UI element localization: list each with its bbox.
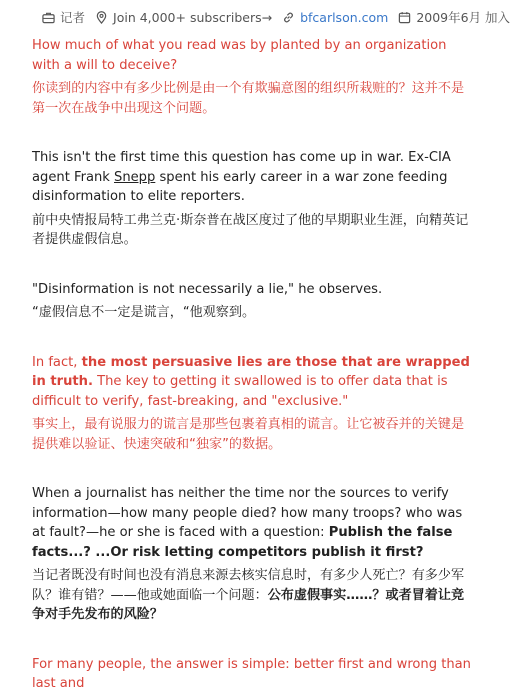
bold-segment: the most persuasive lies are those that are wrapped in truth.: [32, 354, 470, 389]
text-segment: In fact,: [32, 354, 82, 370]
text-segment: 当记者既没有时间也没有消息来源去核实信息时，有多少人死亡？有多少军队？谁有错？——他或她面临一个问题：: [32, 568, 465, 603]
join-date-text: 2009年6月 加入: [416, 10, 510, 25]
text-segment: The key to getting it swallowed is to offer data that is difficult to verify, fast-breaking, and "exclusive.": [32, 374, 448, 409]
paragraph-block-3: [32, 280, 474, 323]
text-segment: This isn't the first time this question has come up in war. Ex-CIA agent Frank: [32, 150, 451, 185]
bold-segment: 公布虚假事实……？或者冒着让竞争对手先发布的风险？: [32, 587, 465, 622]
paragraph-english: "Disinformation is not necessarily a lie," he observes.: [32, 281, 383, 297]
paragraph-chinese: [32, 566, 474, 625]
paragraph-chinese: 你读到的内容中有多少比例是由一个有欺骗意图的组织所栽赃的？这并不是第一次在战争中出现这个问题。: [32, 81, 465, 116]
paragraph-block-6: [32, 655, 474, 694]
paragraph-chinese: 前中央情报局特工弗兰克·斯奈普在战区度过了他的早期职业生涯，向精英记者提供虚假信息。: [32, 212, 469, 247]
paragraph-block-5: [32, 484, 474, 625]
author-tag[interactable]: [42, 8, 85, 26]
website-url: bfcarlson.com: [300, 9, 389, 25]
paragraph-chinese: 事实上，最有说服力的谎言是那些包裹着真相的谎言。让它被吞并的关键是提供难以验证、快速突破和“独家”的数据。: [32, 417, 465, 452]
location-pin-icon: [95, 11, 108, 24]
calendar-icon: [398, 11, 411, 24]
paragraph-english: How much of what you read was by planted by an organization with a will to deceive?: [32, 38, 447, 73]
website-link[interactable]: [282, 10, 388, 25]
bold-segment: Publish the false facts...? ...Or risk letting competitors publish it first?: [32, 525, 453, 560]
article-meta-bar: [32, 0, 510, 34]
paragraph-block-1: [32, 36, 474, 118]
text-segment: When a journalist has neither the time nor the sources to verify information—how many people died? how many troops? who was at fault?—he or she is faced with a question:: [32, 486, 463, 540]
link-icon: [282, 11, 295, 24]
paragraph-english: [32, 484, 474, 562]
paragraph-english: [32, 353, 474, 412]
paragraph-english: For many people, the answer is simple: better first and wrong than last and: [32, 656, 471, 691]
paragraph-english: [32, 148, 474, 207]
subscribe-link[interactable]: [95, 10, 272, 25]
join-date: [398, 8, 510, 26]
paragraph-block-2: [32, 148, 474, 250]
paragraph-block-4: [32, 353, 474, 455]
briefcase-icon: [42, 11, 55, 24]
paragraph-chinese: “虚假信息不一定是谎言，“他观察到。: [32, 305, 256, 320]
underlined-name: Snepp: [114, 169, 156, 185]
text-segment: spent his early career in a war zone feeding disinformation to elite reporters.: [32, 169, 448, 204]
subscribers-text: Join 4,000+ subscribers→: [113, 9, 273, 25]
author-label: 记者: [60, 10, 86, 25]
